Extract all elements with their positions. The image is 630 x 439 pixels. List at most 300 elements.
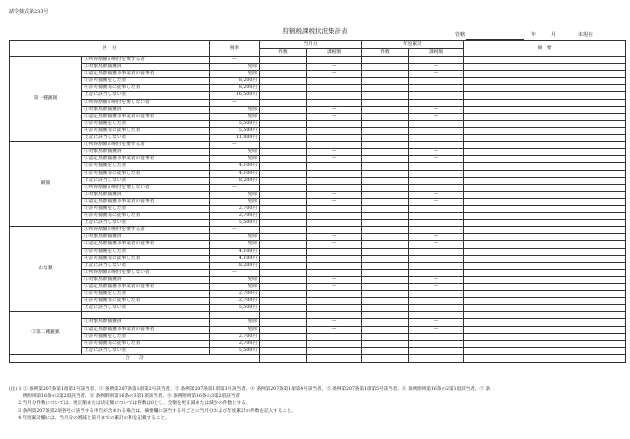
current-count-cell[interactable] bbox=[260, 177, 307, 184]
value-cell[interactable] bbox=[260, 312, 307, 319]
remarks-cell[interactable] bbox=[464, 220, 626, 227]
cumulative-count-cell[interactable] bbox=[362, 291, 409, 298]
current-count-cell[interactable] bbox=[260, 234, 307, 241]
value-cell[interactable] bbox=[409, 57, 464, 64]
cumulative-count-cell[interactable] bbox=[362, 177, 409, 184]
table-row bbox=[10, 85, 626, 92]
cumulative-count-cell[interactable] bbox=[362, 113, 409, 120]
cumulative-amount-cell[interactable] bbox=[409, 120, 464, 127]
table-row bbox=[10, 113, 626, 120]
cumulative-count-cell[interactable] bbox=[362, 248, 409, 255]
cumulative-amount-cell[interactable] bbox=[409, 127, 464, 134]
remarks-cell[interactable] bbox=[464, 191, 626, 198]
value-cell[interactable] bbox=[260, 142, 307, 149]
current-amount-cell: — bbox=[307, 106, 362, 113]
value-cell[interactable] bbox=[362, 57, 409, 64]
current-count-cell[interactable] bbox=[260, 156, 307, 163]
value-cell[interactable] bbox=[307, 269, 362, 276]
value-cell[interactable] bbox=[409, 269, 464, 276]
current-amount-cell[interactable] bbox=[307, 92, 362, 99]
remarks-cell[interactable] bbox=[464, 85, 626, 92]
tax-rate-cell: 免除 bbox=[210, 113, 260, 120]
current-amount-cell[interactable] bbox=[307, 127, 362, 134]
current-count-cell[interactable] bbox=[260, 241, 307, 248]
cumulative-count-cell[interactable] bbox=[362, 156, 409, 163]
current-amount-cell[interactable] bbox=[307, 78, 362, 85]
item-label: ①対象鳥獣捕獲員 bbox=[82, 64, 210, 71]
tax-rate-cell: 8,200円 bbox=[210, 262, 260, 269]
table-row bbox=[10, 163, 626, 170]
table-row bbox=[10, 120, 626, 127]
item-label: 上記に該当しない者 bbox=[82, 262, 210, 269]
remarks-cell[interactable] bbox=[464, 71, 626, 78]
value-cell[interactable] bbox=[307, 227, 362, 234]
header-current-amount: 課税額 bbox=[307, 49, 362, 57]
cumulative-amount-cell[interactable] bbox=[409, 170, 464, 177]
cumulative-amount-cell[interactable] bbox=[409, 340, 464, 347]
note-line: 2 当月分件数については、更正額または決定額については件数は0とし、全額を更正減または減少の件数とする。 bbox=[9, 401, 251, 407]
cumulative-count-cell[interactable] bbox=[362, 64, 409, 71]
current-count-cell[interactable] bbox=[260, 106, 307, 113]
table-row bbox=[10, 106, 626, 113]
item-label: ③許可捕獲をした者 bbox=[82, 248, 210, 255]
section-label: ①所得割額の納付を要する者 bbox=[82, 227, 210, 234]
current-amount-cell[interactable] bbox=[307, 347, 362, 354]
item-label: 上記に該当しない者 bbox=[82, 347, 210, 354]
section-label bbox=[82, 312, 210, 319]
item-label: ④許可捕獲等に従事した者 bbox=[82, 170, 210, 177]
current-count-cell[interactable] bbox=[260, 284, 307, 291]
remarks-cell[interactable] bbox=[464, 149, 626, 156]
cumulative-count-cell[interactable] bbox=[362, 276, 409, 283]
cumulative-amount-cell[interactable] bbox=[409, 333, 464, 340]
cumulative-amount-cell[interactable] bbox=[409, 291, 464, 298]
item-label: ②認定鳥獣捕獲等事業者の従事者 bbox=[82, 156, 210, 163]
remarks-cell[interactable] bbox=[464, 113, 626, 120]
remarks-cell[interactable] bbox=[464, 347, 626, 354]
current-count-cell[interactable] bbox=[260, 64, 307, 71]
remarks-cell[interactable] bbox=[464, 64, 626, 71]
remarks-cell[interactable] bbox=[464, 241, 626, 248]
remarks-cell[interactable] bbox=[464, 319, 626, 326]
cumulative-amount-cell: — bbox=[409, 71, 464, 78]
cumulative-count-cell[interactable] bbox=[362, 78, 409, 85]
current-amount-cell[interactable] bbox=[307, 220, 362, 227]
table-row bbox=[10, 156, 626, 163]
value-cell[interactable] bbox=[260, 57, 307, 64]
cumulative-amount-cell[interactable] bbox=[409, 298, 464, 305]
current-count-cell[interactable] bbox=[260, 163, 307, 170]
remarks-cell[interactable] bbox=[464, 262, 626, 269]
header-category: 区 分 bbox=[10, 41, 210, 57]
value-cell[interactable] bbox=[409, 227, 464, 234]
tax-rate-cell: 免除 bbox=[210, 241, 260, 248]
cumulative-count-cell[interactable] bbox=[362, 347, 409, 354]
tax-rate-cell: 免除 bbox=[210, 64, 260, 71]
remarks-cell[interactable] bbox=[464, 205, 626, 212]
table-row bbox=[10, 284, 626, 291]
value-cell[interactable] bbox=[409, 184, 464, 191]
tax-rate-cell: 免除 bbox=[210, 71, 260, 78]
current-count-cell[interactable] bbox=[260, 198, 307, 205]
tax-rate-cell: 免除 bbox=[210, 191, 260, 198]
group-label: ②第二種銃猟 bbox=[10, 312, 82, 355]
total-value-cell[interactable] bbox=[260, 354, 307, 362]
current-amount-cell[interactable] bbox=[307, 262, 362, 269]
remarks-cell[interactable] bbox=[464, 177, 626, 184]
table-row bbox=[10, 276, 626, 283]
item-label: 上記に該当しない者 bbox=[82, 135, 210, 142]
cumulative-count-cell[interactable] bbox=[362, 305, 409, 312]
cumulative-amount-cell[interactable] bbox=[409, 135, 464, 142]
item-label: ②認定鳥獣捕獲等事業者の従事者 bbox=[82, 241, 210, 248]
tax-rate-cell: 5,500円 bbox=[210, 220, 260, 227]
current-count-cell[interactable] bbox=[260, 255, 307, 262]
section-label: ①所得割額の納付を要する者 bbox=[82, 57, 210, 64]
remarks-cell[interactable] bbox=[464, 198, 626, 205]
remarks-cell[interactable] bbox=[464, 227, 626, 234]
current-count-cell[interactable] bbox=[260, 213, 307, 220]
current-count-cell[interactable] bbox=[260, 85, 307, 92]
remarks-cell[interactable] bbox=[464, 106, 626, 113]
section-rate: — bbox=[210, 227, 260, 234]
total-value-cell[interactable] bbox=[307, 354, 362, 362]
remarks-cell[interactable] bbox=[464, 312, 626, 319]
current-amount-cell: — bbox=[307, 276, 362, 283]
remarks-cell[interactable] bbox=[464, 163, 626, 170]
table-row-section bbox=[10, 227, 626, 234]
current-count-cell[interactable] bbox=[260, 120, 307, 127]
cumulative-count-cell[interactable] bbox=[362, 85, 409, 92]
current-count-cell[interactable] bbox=[260, 135, 307, 142]
total-value-cell[interactable] bbox=[362, 354, 409, 362]
cumulative-count-cell[interactable] bbox=[362, 220, 409, 227]
item-label: 上記に該当しない者 bbox=[82, 177, 210, 184]
remarks-cell[interactable] bbox=[464, 78, 626, 85]
date-suffix: 末現在 bbox=[578, 32, 594, 38]
value-cell[interactable] bbox=[260, 227, 307, 234]
tax-rate-cell: 2,700円 bbox=[210, 298, 260, 305]
value-cell[interactable] bbox=[409, 142, 464, 149]
cumulative-count-cell[interactable] bbox=[362, 213, 409, 220]
current-count-cell[interactable] bbox=[260, 170, 307, 177]
remarks-cell[interactable] bbox=[464, 305, 626, 312]
item-label: ②認定鳥獣捕獲等事業者の従事者 bbox=[82, 113, 210, 120]
tax-rate-cell: 免除 bbox=[210, 276, 260, 283]
cumulative-count-cell[interactable] bbox=[362, 198, 409, 205]
cumulative-count-cell[interactable] bbox=[362, 333, 409, 340]
table-row bbox=[10, 64, 626, 71]
current-count-cell[interactable] bbox=[260, 319, 307, 326]
cumulative-amount-cell[interactable] bbox=[409, 205, 464, 212]
cumulative-count-cell[interactable] bbox=[362, 262, 409, 269]
remarks-cell[interactable] bbox=[464, 340, 626, 347]
remarks-cell[interactable] bbox=[464, 127, 626, 134]
tax-rate-cell: 11,000円 bbox=[210, 135, 260, 142]
remarks-cell[interactable] bbox=[464, 170, 626, 177]
value-cell[interactable] bbox=[307, 57, 362, 64]
current-amount-cell[interactable] bbox=[307, 85, 362, 92]
current-count-cell[interactable] bbox=[260, 149, 307, 156]
table-body bbox=[10, 57, 626, 363]
group-label: 網猟 bbox=[10, 142, 82, 227]
cumulative-amount-cell: — bbox=[409, 234, 464, 241]
remarks-cell[interactable] bbox=[464, 156, 626, 163]
remarks-cell[interactable] bbox=[464, 213, 626, 220]
tax-rate-cell: 2,700円 bbox=[210, 340, 260, 347]
current-amount-cell[interactable] bbox=[307, 177, 362, 184]
current-count-cell[interactable] bbox=[260, 262, 307, 269]
remarks-cell[interactable] bbox=[464, 255, 626, 262]
current-amount-cell[interactable] bbox=[307, 170, 362, 177]
header-current-month: 当月分 bbox=[260, 41, 362, 49]
remarks-cell[interactable] bbox=[464, 120, 626, 127]
cumulative-amount-cell[interactable] bbox=[409, 92, 464, 99]
table-row bbox=[10, 262, 626, 269]
item-label: ④許可捕獲等に従事した者 bbox=[82, 340, 210, 347]
cumulative-amount-cell[interactable] bbox=[409, 78, 464, 85]
cumulative-amount-cell[interactable] bbox=[409, 163, 464, 170]
cumulative-amount-cell: — bbox=[409, 284, 464, 291]
tax-rate-cell: 2,700円 bbox=[210, 333, 260, 340]
cumulative-count-cell[interactable] bbox=[362, 71, 409, 78]
cumulative-amount-cell: — bbox=[409, 149, 464, 156]
remarks-cell[interactable] bbox=[464, 234, 626, 241]
item-label: ②認定鳥獣捕獲等事業者の従事者 bbox=[82, 284, 210, 291]
current-count-cell[interactable] bbox=[260, 205, 307, 212]
cumulative-count-cell[interactable] bbox=[362, 298, 409, 305]
cumulative-amount-cell: — bbox=[409, 326, 464, 333]
cumulative-amount-cell[interactable] bbox=[409, 220, 464, 227]
tax-rate-cell: 8,200円 bbox=[210, 177, 260, 184]
current-amount-cell[interactable] bbox=[307, 305, 362, 312]
remarks-cell[interactable] bbox=[464, 326, 626, 333]
notes bbox=[9, 386, 490, 422]
current-count-cell[interactable] bbox=[260, 78, 307, 85]
tax-rate-cell: 5,500円 bbox=[210, 120, 260, 127]
item-label: 上記に該当しない者 bbox=[82, 220, 210, 227]
current-count-cell[interactable] bbox=[260, 347, 307, 354]
cumulative-amount-cell: — bbox=[409, 319, 464, 326]
current-count-cell[interactable] bbox=[260, 326, 307, 333]
current-amount-cell[interactable] bbox=[307, 291, 362, 298]
current-count-cell[interactable] bbox=[260, 248, 307, 255]
value-cell[interactable] bbox=[307, 142, 362, 149]
office-label: 管轄 bbox=[455, 32, 466, 38]
cumulative-count-cell[interactable] bbox=[362, 149, 409, 156]
value-cell[interactable] bbox=[307, 99, 362, 106]
section-rate bbox=[210, 312, 260, 319]
value-cell[interactable] bbox=[307, 184, 362, 191]
cumulative-count-cell[interactable] bbox=[362, 135, 409, 142]
remarks-cell[interactable] bbox=[464, 333, 626, 340]
current-amount-cell[interactable] bbox=[307, 340, 362, 347]
item-label: ④許可捕獲等に従事した者 bbox=[82, 127, 210, 134]
cumulative-amount-cell: — bbox=[409, 64, 464, 71]
tax-rate-cell: 免除 bbox=[210, 284, 260, 291]
cumulative-amount-cell[interactable] bbox=[409, 347, 464, 354]
cumulative-count-cell[interactable] bbox=[362, 120, 409, 127]
cumulative-count-cell[interactable] bbox=[362, 92, 409, 99]
tax-rate-cell: 5,500円 bbox=[210, 127, 260, 134]
cumulative-count-cell[interactable] bbox=[362, 163, 409, 170]
current-count-cell[interactable] bbox=[260, 305, 307, 312]
cumulative-count-cell[interactable] bbox=[362, 106, 409, 113]
value-cell[interactable] bbox=[260, 269, 307, 276]
header-current-count: 件数 bbox=[260, 49, 307, 57]
cumulative-amount-cell[interactable] bbox=[409, 255, 464, 262]
cumulative-amount-cell: — bbox=[409, 276, 464, 283]
tax-rate-cell: 4,100円 bbox=[210, 170, 260, 177]
current-amount-cell[interactable] bbox=[307, 163, 362, 170]
current-count-cell[interactable] bbox=[260, 340, 307, 347]
tax-rate-cell: 8,200円 bbox=[210, 78, 260, 85]
cumulative-amount-cell[interactable] bbox=[409, 305, 464, 312]
remarks-cell[interactable] bbox=[464, 135, 626, 142]
remarks-cell[interactable] bbox=[464, 269, 626, 276]
item-label: ③許可捕獲をした者 bbox=[82, 291, 210, 298]
table-row bbox=[10, 291, 626, 298]
header-cumulative-count: 件数 bbox=[362, 49, 409, 57]
value-cell[interactable] bbox=[260, 184, 307, 191]
tax-rate-cell: 4,100円 bbox=[210, 163, 260, 170]
value-cell[interactable] bbox=[409, 312, 464, 319]
current-count-cell[interactable] bbox=[260, 220, 307, 227]
group-label: 第一種銃猟 bbox=[10, 57, 82, 142]
note-line: 例附則第16条の2第2項該当者、⑧ 条例附則第16条の3第1項該当者、⑨ 条例附則第16条の3第2項該当者 bbox=[9, 394, 240, 400]
table-row-section bbox=[10, 269, 626, 276]
remarks-cell[interactable] bbox=[464, 248, 626, 255]
table-row bbox=[10, 220, 626, 227]
total-remarks-cell[interactable] bbox=[464, 354, 626, 362]
current-amount-cell[interactable] bbox=[307, 248, 362, 255]
current-amount-cell[interactable] bbox=[307, 120, 362, 127]
current-amount-cell: — bbox=[307, 156, 362, 163]
item-label: ③許可捕獲をした者 bbox=[82, 205, 210, 212]
table-row-section bbox=[10, 57, 626, 64]
value-cell[interactable] bbox=[362, 227, 409, 234]
value-cell[interactable] bbox=[307, 312, 362, 319]
cumulative-count-cell[interactable] bbox=[362, 241, 409, 248]
remarks-cell[interactable] bbox=[464, 57, 626, 64]
cumulative-amount-cell[interactable] bbox=[409, 248, 464, 255]
cumulative-count-cell[interactable] bbox=[362, 127, 409, 134]
cumulative-count-cell[interactable] bbox=[362, 255, 409, 262]
item-label: ①対象鳥獣捕獲員 bbox=[82, 106, 210, 113]
current-count-cell[interactable] bbox=[260, 298, 307, 305]
current-count-cell[interactable] bbox=[260, 127, 307, 134]
cumulative-count-cell[interactable] bbox=[362, 326, 409, 333]
cumulative-count-cell[interactable] bbox=[362, 191, 409, 198]
current-amount-cell[interactable] bbox=[307, 135, 362, 142]
current-count-cell[interactable] bbox=[260, 113, 307, 120]
note-line: (注) 1 ① 条例第207条第1項第1号該当者、② 条例第207条第1項第2号該当者、③ 条例第207条第1項第3号該当者、④ 条例第207条第1項第4号該当者、⑤ 条例第207条第1項第5号該当者、⑥ 条例附則第16条の2第1項該当者、⑦ 条 bbox=[9, 387, 491, 392]
current-amount-cell: — bbox=[307, 149, 362, 156]
current-amount-cell[interactable] bbox=[307, 255, 362, 262]
section-rate: — bbox=[210, 99, 260, 106]
value-cell[interactable] bbox=[362, 184, 409, 191]
table-row bbox=[10, 298, 626, 305]
date-year-month: 年 月 bbox=[531, 32, 557, 38]
value-cell[interactable] bbox=[362, 269, 409, 276]
current-amount-cell[interactable] bbox=[307, 298, 362, 305]
tax-rate-cell: 2,700円 bbox=[210, 205, 260, 212]
cumulative-count-cell[interactable] bbox=[362, 234, 409, 241]
tax-rate-cell: 5,500円 bbox=[210, 305, 260, 312]
remarks-cell[interactable] bbox=[464, 184, 626, 191]
current-count-cell[interactable] bbox=[260, 92, 307, 99]
value-cell[interactable] bbox=[362, 99, 409, 106]
cumulative-count-cell[interactable] bbox=[362, 284, 409, 291]
remarks-cell[interactable] bbox=[464, 284, 626, 291]
remarks-cell[interactable] bbox=[464, 298, 626, 305]
cumulative-count-cell[interactable] bbox=[362, 340, 409, 347]
table-row bbox=[10, 198, 626, 205]
item-label: ③許可捕獲をした者 bbox=[82, 78, 210, 85]
section-label: ①所得割額の納付を要する者 bbox=[82, 142, 210, 149]
value-cell[interactable] bbox=[362, 312, 409, 319]
tax-rate-cell: 免除 bbox=[210, 106, 260, 113]
table-row-section bbox=[10, 99, 626, 106]
table-row bbox=[10, 340, 626, 347]
current-count-cell[interactable] bbox=[260, 333, 307, 340]
current-amount-cell: — bbox=[307, 191, 362, 198]
cumulative-amount-cell[interactable] bbox=[409, 177, 464, 184]
tax-rate-cell: 5,500円 bbox=[210, 347, 260, 354]
total-row bbox=[10, 354, 626, 362]
table-row-section bbox=[10, 312, 626, 319]
current-amount-cell[interactable] bbox=[307, 333, 362, 340]
remarks-cell[interactable] bbox=[464, 291, 626, 298]
remarks-cell[interactable] bbox=[464, 276, 626, 283]
current-amount-cell: — bbox=[307, 241, 362, 248]
value-cell[interactable] bbox=[409, 99, 464, 106]
current-amount-cell[interactable] bbox=[307, 213, 362, 220]
current-amount-cell: — bbox=[307, 326, 362, 333]
section-rate: — bbox=[210, 184, 260, 191]
cumulative-count-cell[interactable] bbox=[362, 205, 409, 212]
cumulative-amount-cell[interactable] bbox=[409, 213, 464, 220]
cumulative-amount-cell: — bbox=[409, 198, 464, 205]
current-amount-cell[interactable] bbox=[307, 205, 362, 212]
remarks-cell[interactable] bbox=[464, 92, 626, 99]
cumulative-amount-cell[interactable] bbox=[409, 85, 464, 92]
note-line: 4 年度累計欄には、当月分の増減と前月までの累計の和を記載すること。 bbox=[9, 415, 170, 421]
current-count-cell[interactable] bbox=[260, 191, 307, 198]
section-label: ②所得割額の納付を要しない者 bbox=[82, 269, 210, 276]
tax-rate-cell: 4,100円 bbox=[210, 255, 260, 262]
value-cell[interactable] bbox=[362, 142, 409, 149]
current-count-cell[interactable] bbox=[260, 276, 307, 283]
cumulative-count-cell[interactable] bbox=[362, 319, 409, 326]
item-label: ④許可捕獲等に従事した者 bbox=[82, 298, 210, 305]
tax-rate-cell: 16,500円 bbox=[210, 92, 260, 99]
total-value-cell[interactable] bbox=[409, 354, 464, 362]
item-label: ④許可捕獲等に従事した者 bbox=[82, 255, 210, 262]
cumulative-amount-cell[interactable] bbox=[409, 262, 464, 269]
remarks-cell[interactable] bbox=[464, 99, 626, 106]
cumulative-count-cell[interactable] bbox=[362, 170, 409, 177]
current-count-cell[interactable] bbox=[260, 71, 307, 78]
tax-rate-cell: 4,100円 bbox=[210, 248, 260, 255]
item-label: ④許可捕獲等に従事した者 bbox=[82, 213, 210, 220]
document-title: 狩猟税課税状況集計表 bbox=[282, 27, 348, 35]
current-amount-cell: — bbox=[307, 113, 362, 120]
value-cell[interactable] bbox=[260, 99, 307, 106]
current-count-cell[interactable] bbox=[260, 291, 307, 298]
note-line: 3 条例第207条第2項各号に該当する申告が含まれる場合は、摘要欄に該当する号ごとに当月分および年度累計の件数を記入すること。 bbox=[9, 408, 297, 414]
remarks-cell[interactable] bbox=[464, 142, 626, 149]
